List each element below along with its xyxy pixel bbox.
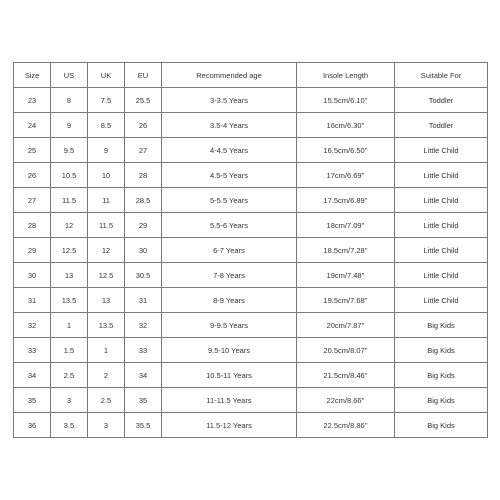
cell-size: 30 xyxy=(14,263,51,288)
cell-uk: 1 xyxy=(88,338,125,363)
cell-us: 3.5 xyxy=(51,413,88,438)
cell-size: 33 xyxy=(14,338,51,363)
header-eu: EU xyxy=(125,63,162,88)
cell-recommended-age: 11.5-12 Years xyxy=(162,413,297,438)
table-row xyxy=(14,188,488,213)
cell-suitable-for: Big Kids xyxy=(395,413,488,438)
cell-insole-length: 17cm/6.69'' xyxy=(297,163,395,188)
cell-uk: 11 xyxy=(88,188,125,213)
cell-insole-length: 15.5cm/6.10'' xyxy=(297,88,395,113)
cell-size: 27 xyxy=(14,188,51,213)
cell-recommended-age: 3-3.5 Years xyxy=(162,88,297,113)
cell-suitable-for: Little Child xyxy=(395,138,488,163)
cell-insole-length: 18cm/7.09'' xyxy=(297,213,395,238)
cell-eu: 30 xyxy=(125,238,162,263)
cell-uk: 8.5 xyxy=(88,113,125,138)
cell-suitable-for: Little Child xyxy=(395,163,488,188)
table-row xyxy=(14,413,488,438)
cell-insole-length: 20.5cm/8.07'' xyxy=(297,338,395,363)
cell-recommended-age: 5.5-6 Years xyxy=(162,213,297,238)
cell-uk: 9 xyxy=(88,138,125,163)
cell-uk: 10 xyxy=(88,163,125,188)
cell-uk: 2 xyxy=(88,363,125,388)
table-row xyxy=(14,388,488,413)
table-row xyxy=(14,213,488,238)
table-row xyxy=(14,113,488,138)
header-size: Size xyxy=(14,63,51,88)
table-row xyxy=(14,338,488,363)
cell-insole-length: 16cm/6.30'' xyxy=(297,113,395,138)
cell-recommended-age: 5-5.5 Years xyxy=(162,188,297,213)
cell-us: 1 xyxy=(51,313,88,338)
cell-eu: 28.5 xyxy=(125,188,162,213)
header-recommended-age: Recommended age xyxy=(162,63,297,88)
cell-suitable-for: Big Kids xyxy=(395,338,488,363)
cell-us: 13.5 xyxy=(51,288,88,313)
cell-eu: 32 xyxy=(125,313,162,338)
cell-us: 1.5 xyxy=(51,338,88,363)
header-suitable-for: Suitable For xyxy=(395,63,488,88)
cell-uk: 11.5 xyxy=(88,213,125,238)
header-uk: UK xyxy=(88,63,125,88)
cell-recommended-age: 11-11.5 Years xyxy=(162,388,297,413)
table-row xyxy=(14,263,488,288)
table-row xyxy=(14,313,488,338)
table-row xyxy=(14,163,488,188)
cell-size: 25 xyxy=(14,138,51,163)
cell-recommended-age: 4-4.5 Years xyxy=(162,138,297,163)
cell-size: 26 xyxy=(14,163,51,188)
cell-size: 31 xyxy=(14,288,51,313)
cell-recommended-age: 8-9 Years xyxy=(162,288,297,313)
cell-us: 9 xyxy=(51,113,88,138)
cell-eu: 29 xyxy=(125,213,162,238)
cell-insole-length: 19cm/7.48'' xyxy=(297,263,395,288)
cell-size: 36 xyxy=(14,413,51,438)
cell-uk: 7.5 xyxy=(88,88,125,113)
cell-suitable-for: Little Child xyxy=(395,288,488,313)
cell-size: 32 xyxy=(14,313,51,338)
cell-us: 13 xyxy=(51,263,88,288)
cell-suitable-for: Little Child xyxy=(395,238,488,263)
cell-size: 24 xyxy=(14,113,51,138)
cell-us: 2.5 xyxy=(51,363,88,388)
cell-suitable-for: Big Kids xyxy=(395,388,488,413)
table-header xyxy=(14,63,488,88)
cell-uk: 13 xyxy=(88,288,125,313)
cell-suitable-for: Little Child xyxy=(395,188,488,213)
cell-suitable-for: Big Kids xyxy=(395,313,488,338)
cell-eu: 25.5 xyxy=(125,88,162,113)
cell-size: 28 xyxy=(14,213,51,238)
cell-us: 12.5 xyxy=(51,238,88,263)
cell-insole-length: 16.5cm/6.50'' xyxy=(297,138,395,163)
cell-insole-length: 22.5cm/8.86'' xyxy=(297,413,395,438)
size-chart-table xyxy=(13,62,488,438)
cell-insole-length: 19.5cm/7.68'' xyxy=(297,288,395,313)
table-row xyxy=(14,88,488,113)
header-row xyxy=(14,63,488,88)
cell-recommended-age: 7-8 Years xyxy=(162,263,297,288)
cell-us: 10.5 xyxy=(51,163,88,188)
cell-uk: 3 xyxy=(88,413,125,438)
cell-insole-length: 20cm/7.87'' xyxy=(297,313,395,338)
cell-eu: 27 xyxy=(125,138,162,163)
cell-uk: 12 xyxy=(88,238,125,263)
table-body xyxy=(14,88,488,438)
cell-size: 23 xyxy=(14,88,51,113)
cell-size: 34 xyxy=(14,363,51,388)
cell-insole-length: 21.5cm/8.46'' xyxy=(297,363,395,388)
cell-us: 8 xyxy=(51,88,88,113)
header-insole-length: Insole Length xyxy=(297,63,395,88)
cell-suitable-for: Big Kids xyxy=(395,363,488,388)
cell-eu: 31 xyxy=(125,288,162,313)
cell-insole-length: 18.5cm/7.28'' xyxy=(297,238,395,263)
cell-eu: 34 xyxy=(125,363,162,388)
cell-suitable-for: Toddler xyxy=(395,113,488,138)
table-row xyxy=(14,138,488,163)
cell-eu: 33 xyxy=(125,338,162,363)
cell-suitable-for: Little Child xyxy=(395,213,488,238)
cell-us: 9.5 xyxy=(51,138,88,163)
cell-recommended-age: 10.5-11 Years xyxy=(162,363,297,388)
table-row xyxy=(14,238,488,263)
cell-us: 12 xyxy=(51,213,88,238)
cell-suitable-for: Toddler xyxy=(395,88,488,113)
cell-uk: 13.5 xyxy=(88,313,125,338)
table-row xyxy=(14,288,488,313)
cell-recommended-age: 6-7 Years xyxy=(162,238,297,263)
cell-insole-length: 22cm/8.66'' xyxy=(297,388,395,413)
cell-recommended-age: 4.5-5 Years xyxy=(162,163,297,188)
cell-recommended-age: 9-9.5 Years xyxy=(162,313,297,338)
cell-eu: 26 xyxy=(125,113,162,138)
cell-eu: 35.5 xyxy=(125,413,162,438)
cell-us: 11.5 xyxy=(51,188,88,213)
cell-suitable-for: Little Child xyxy=(395,263,488,288)
header-us: US xyxy=(51,63,88,88)
table-row xyxy=(14,363,488,388)
cell-size: 29 xyxy=(14,238,51,263)
cell-size: 35 xyxy=(14,388,51,413)
cell-uk: 2.5 xyxy=(88,388,125,413)
cell-eu: 30.5 xyxy=(125,263,162,288)
cell-eu: 35 xyxy=(125,388,162,413)
cell-recommended-age: 3.5-4 Years xyxy=(162,113,297,138)
cell-uk: 12.5 xyxy=(88,263,125,288)
cell-insole-length: 17.5cm/6.89'' xyxy=(297,188,395,213)
cell-us: 3 xyxy=(51,388,88,413)
cell-recommended-age: 9.5-10 Years xyxy=(162,338,297,363)
cell-eu: 28 xyxy=(125,163,162,188)
